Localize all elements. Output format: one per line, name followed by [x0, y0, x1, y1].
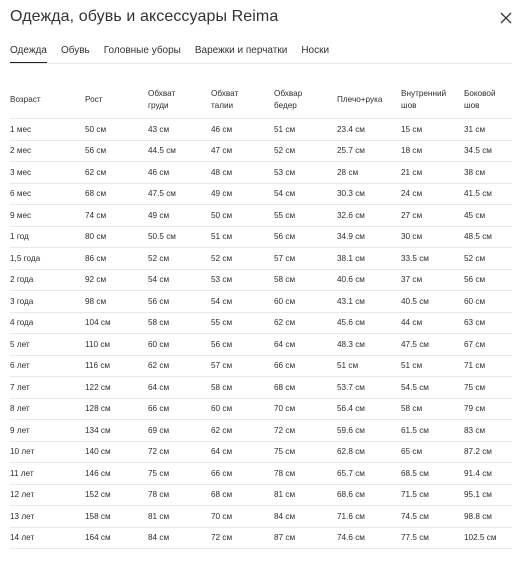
table-row [10, 119, 512, 141]
size-table [10, 82, 512, 549]
cell-outseam: 31 см [464, 119, 512, 141]
cell-hips: 52 см [274, 140, 337, 162]
table-row [10, 441, 512, 463]
cell-waist: 66 см [211, 463, 274, 485]
table-row [10, 484, 512, 506]
cell-shoulder-arm: 25.7 см [337, 140, 401, 162]
cell-age: 1 год [10, 226, 85, 248]
cell-outseam: 60 см [464, 291, 512, 313]
column-header-height: Рост [85, 95, 103, 104]
cell-hips: 66 см [274, 355, 337, 377]
cell-shoulder-arm: 23.4 см [337, 119, 401, 141]
cell-height: 50 см [85, 119, 148, 141]
cell-chest: 60 см [148, 334, 211, 356]
cell-height: 158 см [85, 506, 148, 528]
cell-height: 68 см [85, 183, 148, 205]
cell-age: 6 лет [10, 355, 85, 377]
cell-age: 6 мес [10, 183, 85, 205]
cell-chest: 54 см [148, 269, 211, 291]
table-row [10, 463, 512, 485]
cell-waist: 50 см [211, 205, 274, 227]
cell-chest: 81 см [148, 506, 211, 528]
tab-socks[interactable]: Носки [301, 45, 330, 56]
table-row [10, 312, 512, 334]
cell-chest: 72 см [148, 441, 211, 463]
cell-age: 7 лет [10, 377, 85, 399]
column-header-chest: Обхват груди [148, 89, 176, 110]
cell-outseam: 41.5 см [464, 183, 512, 205]
table-row [10, 291, 512, 313]
cell-shoulder-arm: 48.3 см [337, 334, 401, 356]
cell-shoulder-arm: 53.7 см [337, 377, 401, 399]
cell-hips: 57 см [274, 248, 337, 270]
cell-chest: 75 см [148, 463, 211, 485]
cell-hips: 72 см [274, 420, 337, 442]
cell-shoulder-arm: 68.6 см [337, 484, 401, 506]
cell-shoulder-arm: 40.6 см [337, 269, 401, 291]
cell-chest: 46 см [148, 162, 211, 184]
cell-hips: 54 см [274, 183, 337, 205]
cell-waist: 46 см [211, 119, 274, 141]
cell-inseam: 47.5 см [401, 334, 464, 356]
cell-waist: 47 см [211, 140, 274, 162]
cell-age: 12 лет [10, 484, 85, 506]
table-row [10, 162, 512, 184]
cell-shoulder-arm: 38.1 см [337, 248, 401, 270]
table-header-row [10, 82, 512, 119]
cell-inseam: 51 см [401, 355, 464, 377]
cell-inseam: 77.5 см [401, 527, 464, 549]
cell-waist: 68 см [211, 484, 274, 506]
tabs-divider [10, 63, 512, 64]
cell-waist: 52 см [211, 248, 274, 270]
cell-shoulder-arm: 32.6 см [337, 205, 401, 227]
cell-height: 80 см [85, 226, 148, 248]
cell-inseam: 65 см [401, 441, 464, 463]
cell-waist: 60 см [211, 398, 274, 420]
cell-shoulder-arm: 74.6 см [337, 527, 401, 549]
cell-waist: 58 см [211, 377, 274, 399]
cell-waist: 53 см [211, 269, 274, 291]
table-row [10, 205, 512, 227]
column-header-shoulder-arm: Плечо+рука [337, 95, 383, 104]
close-icon[interactable] [500, 11, 512, 25]
table-row [10, 183, 512, 205]
cell-height: 86 см [85, 248, 148, 270]
column-header-age: Возраст [10, 95, 41, 104]
cell-shoulder-arm: 71.6 см [337, 506, 401, 528]
cell-chest: 49 см [148, 205, 211, 227]
cell-waist: 55 см [211, 312, 274, 334]
cell-outseam: 98.8 см [464, 506, 512, 528]
cell-outseam: 71 см [464, 355, 512, 377]
table-row [10, 398, 512, 420]
cell-shoulder-arm: 59.6 см [337, 420, 401, 442]
cell-waist: 70 см [211, 506, 274, 528]
cell-waist: 56 см [211, 334, 274, 356]
cell-inseam: 18 см [401, 140, 464, 162]
cell-shoulder-arm: 43.1 см [337, 291, 401, 313]
cell-inseam: 40.5 см [401, 291, 464, 313]
cell-outseam: 63 см [464, 312, 512, 334]
tab-mittens-gloves[interactable]: Варежки и перчатки [194, 45, 288, 56]
column-header-hips: Обхвар бедер [274, 89, 303, 110]
cell-waist: 57 см [211, 355, 274, 377]
table-row [10, 355, 512, 377]
cell-hips: 51 см [274, 119, 337, 141]
cell-waist: 48 см [211, 162, 274, 184]
cell-outseam: 56 см [464, 269, 512, 291]
table-body [10, 119, 512, 549]
cell-chest: 50.5 см [148, 226, 211, 248]
cell-outseam: 34.5 см [464, 140, 512, 162]
category-tabs [10, 45, 329, 63]
cell-age: 11 лет [10, 463, 85, 485]
table-row [10, 506, 512, 528]
cell-chest: 43 см [148, 119, 211, 141]
cell-height: 164 см [85, 527, 148, 549]
cell-outseam: 79 см [464, 398, 512, 420]
cell-inseam: 44 см [401, 312, 464, 334]
cell-inseam: 15 см [401, 119, 464, 141]
cell-age: 2 года [10, 269, 85, 291]
cell-hips: 55 см [274, 205, 337, 227]
cell-age: 4 года [10, 312, 85, 334]
cell-height: 116 см [85, 355, 148, 377]
cell-chest: 62 см [148, 355, 211, 377]
cell-hips: 56 см [274, 226, 337, 248]
cell-height: 74 см [85, 205, 148, 227]
cell-inseam: 68.5 см [401, 463, 464, 485]
cell-waist: 72 см [211, 527, 274, 549]
cell-hips: 60 см [274, 291, 337, 313]
cell-inseam: 74.5 см [401, 506, 464, 528]
tab-shoes[interactable]: Обувь [60, 45, 90, 56]
cell-hips: 68 см [274, 377, 337, 399]
cell-inseam: 21 см [401, 162, 464, 184]
cell-chest: 66 см [148, 398, 211, 420]
cell-height: 122 см [85, 377, 148, 399]
cell-hips: 53 см [274, 162, 337, 184]
cell-hips: 81 см [274, 484, 337, 506]
cell-height: 98 см [85, 291, 148, 313]
cell-age: 1,5 года [10, 248, 85, 270]
cell-hips: 70 см [274, 398, 337, 420]
table-row [10, 527, 512, 549]
cell-outseam: 75 см [464, 377, 512, 399]
tab-headwear[interactable]: Головные уборы [103, 45, 181, 56]
cell-height: 56 см [85, 140, 148, 162]
page-title: Одежда, обувь и аксессуары Reima [10, 8, 279, 25]
cell-inseam: 71.5 см [401, 484, 464, 506]
cell-age: 3 года [10, 291, 85, 313]
cell-outseam: 102.5 см [464, 527, 512, 549]
cell-waist: 51 см [211, 226, 274, 248]
table-row [10, 377, 512, 399]
cell-waist: 54 см [211, 291, 274, 313]
table-row [10, 248, 512, 270]
cell-outseam: 52 см [464, 248, 512, 270]
cell-outseam: 91.4 см [464, 463, 512, 485]
cell-hips: 64 см [274, 334, 337, 356]
cell-shoulder-arm: 28 см [337, 162, 401, 184]
cell-shoulder-arm: 51 см [337, 355, 401, 377]
cell-height: 140 см [85, 441, 148, 463]
column-header-inseam: Внутренний шов [401, 89, 447, 110]
cell-height: 128 см [85, 398, 148, 420]
cell-chest: 58 см [148, 312, 211, 334]
cell-inseam: 37 см [401, 269, 464, 291]
cell-chest: 84 см [148, 527, 211, 549]
cell-waist: 64 см [211, 441, 274, 463]
cell-outseam: 67 см [464, 334, 512, 356]
cell-outseam: 45 см [464, 205, 512, 227]
cell-shoulder-arm: 56.4 см [337, 398, 401, 420]
cell-chest: 78 см [148, 484, 211, 506]
cell-inseam: 33.5 см [401, 248, 464, 270]
cell-outseam: 48.5 см [464, 226, 512, 248]
cell-chest: 47.5 см [148, 183, 211, 205]
cell-age: 2 мес [10, 140, 85, 162]
cell-shoulder-arm: 34.9 см [337, 226, 401, 248]
table-row [10, 420, 512, 442]
cell-inseam: 54.5 см [401, 377, 464, 399]
cell-shoulder-arm: 45.6 см [337, 312, 401, 334]
cell-age: 13 лет [10, 506, 85, 528]
table-row [10, 269, 512, 291]
cell-inseam: 24 см [401, 183, 464, 205]
cell-hips: 87 см [274, 527, 337, 549]
cell-outseam: 83 см [464, 420, 512, 442]
cell-age: 1 мес [10, 119, 85, 141]
cell-chest: 64 см [148, 377, 211, 399]
cell-waist: 49 см [211, 183, 274, 205]
cell-shoulder-arm: 62.8 см [337, 441, 401, 463]
tab-clothing[interactable]: Одежда [10, 45, 47, 63]
cell-age: 10 лет [10, 441, 85, 463]
cell-shoulder-arm: 65.7 см [337, 463, 401, 485]
column-header-outseam: Боковой шов [464, 89, 496, 110]
cell-outseam: 38 см [464, 162, 512, 184]
cell-height: 110 см [85, 334, 148, 356]
cell-inseam: 58 см [401, 398, 464, 420]
cell-age: 14 лет [10, 527, 85, 549]
cell-inseam: 27 см [401, 205, 464, 227]
cell-hips: 75 см [274, 441, 337, 463]
cell-inseam: 30 см [401, 226, 464, 248]
cell-outseam: 87.2 см [464, 441, 512, 463]
column-header-waist: Обхват талии [211, 89, 239, 110]
table-row [10, 226, 512, 248]
cell-height: 146 см [85, 463, 148, 485]
cell-chest: 44.5 см [148, 140, 211, 162]
cell-age: 3 мес [10, 162, 85, 184]
cell-age: 8 лет [10, 398, 85, 420]
cell-chest: 56 см [148, 291, 211, 313]
cell-inseam: 61.5 см [401, 420, 464, 442]
cell-hips: 78 см [274, 463, 337, 485]
table-row [10, 334, 512, 356]
cell-height: 152 см [85, 484, 148, 506]
cell-height: 92 см [85, 269, 148, 291]
cell-age: 5 лет [10, 334, 85, 356]
cell-hips: 84 см [274, 506, 337, 528]
table-row [10, 140, 512, 162]
cell-age: 9 лет [10, 420, 85, 442]
cell-outseam: 95.1 см [464, 484, 512, 506]
cell-chest: 52 см [148, 248, 211, 270]
cell-waist: 62 см [211, 420, 274, 442]
cell-chest: 69 см [148, 420, 211, 442]
cell-hips: 62 см [274, 312, 337, 334]
cell-hips: 58 см [274, 269, 337, 291]
cell-height: 104 см [85, 312, 148, 334]
cell-height: 134 см [85, 420, 148, 442]
cell-age: 9 мес [10, 205, 85, 227]
cell-height: 62 см [85, 162, 148, 184]
cell-shoulder-arm: 30.3 см [337, 183, 401, 205]
